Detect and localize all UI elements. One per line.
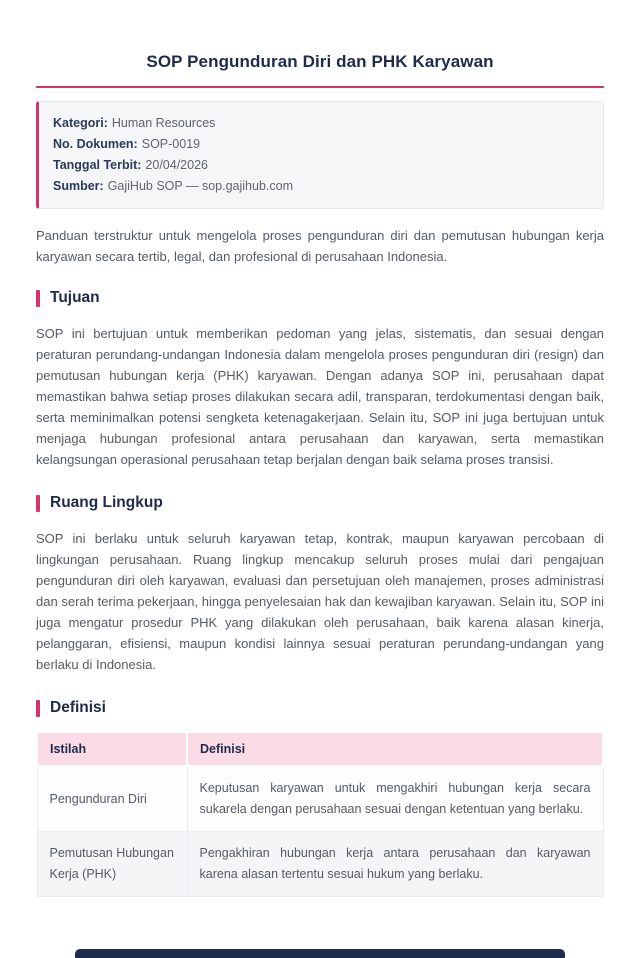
definition-cell: Pengakhiran hubungan kerja antara perusahaan dan karyawan karena alasan tertentu sesuai hukum yang berlaku.	[187, 832, 603, 897]
document-page	[0, 52, 640, 897]
meta-value: SOP-0019	[141, 137, 201, 151]
title-accent-rule	[36, 86, 604, 88]
section-accent-bar	[36, 700, 40, 717]
term-cell: Pemutusan Hubungan Kerja (PHK)	[37, 832, 187, 897]
section-title: Ruang Lingkup	[50, 494, 163, 511]
intro-paragraph: Panduan terstruktur untuk mengelola proses pengunduran diri dan pemutusan hubungan kerja karyawan secara tertib, legal, dan profesional di perusahaan Indonesia.	[36, 228, 604, 264]
section-accent-bar	[36, 290, 40, 307]
column-header-definisi: Definisi	[187, 732, 603, 766]
section-accent-bar	[36, 495, 40, 512]
meta-row-no-dokumen	[53, 134, 589, 155]
document-meta-box	[36, 101, 604, 209]
meta-row-sumber	[53, 176, 589, 197]
table-row	[37, 832, 603, 897]
page-title: SOP Pengunduran Diri dan PHK Karyawan	[146, 52, 494, 71]
meta-value: 20/04/2026	[145, 158, 208, 172]
definition-cell: Keputusan karyawan untuk mengakhiri hubungan kerja secara sukarela dengan perusahaan sesuai dengan ketentuan yang berlaku.	[187, 766, 603, 832]
meta-row-tanggal-terbit	[53, 155, 589, 176]
section-heading-tujuan	[36, 289, 604, 307]
term-cell: Pengunduran Diri	[37, 766, 187, 832]
table-row	[37, 766, 603, 832]
section-title: Definisi	[50, 699, 106, 716]
meta-value: Human Resources	[111, 116, 216, 130]
meta-label: Kategori:	[53, 116, 108, 130]
section-heading-ruang-lingkup	[36, 494, 604, 512]
section-title: Tujuan	[50, 289, 100, 306]
meta-label: No. Dokumen:	[53, 137, 138, 151]
meta-label: Tanggal Terbit:	[53, 158, 142, 172]
table-header-row	[37, 732, 603, 766]
section-heading-definisi	[36, 699, 604, 717]
meta-value: GajiHub SOP — sop.gajihub.com	[107, 179, 293, 193]
ruang-lingkup-paragraph: SOP ini berlaku untuk seluruh karyawan tetap, kontrak, maupun karyawan percobaan di lingkungan perusahaan. Ruang lingkup mencakup seluruh proses mulai dari pengajuan pengunduran diri oleh karyawan, evaluasi dan persetujuan oleh manajemen, proses administrasi dan serah terima pekerjaan, hingga penyelesaian hak dan kewajiban karyawan. Selain itu, SOP ini juga mengatur prosedur PHK yang dilakukan oleh perusahaan, baik karena alasan kinerja, pelanggaran, efisiensi, maupun kondisi lainnya sesuai peraturan perundang-undangan yang berlaku di Indonesia.	[36, 531, 604, 672]
meta-label: Sumber:	[53, 179, 104, 193]
tujuan-paragraph: SOP ini bertujuan untuk memberikan pedoman yang jelas, sistematis, dan sesuai dengan peraturan perundang-undangan Indonesia dalam mengelola proses pengunduran diri (resign) dan pemutusan hubungan kerja (PHK) karyawan. Dengan adanya SOP ini, perusahaan dapat memastikan bahwa setiap proses dilakukan secara adil, transparan, terdokumentasi dengan baik, serta meminimalkan potensi sengketa ketenagakerjaan. Selain itu, SOP ini juga bertujuan untuk menjaga hubungan profesional antara perusahaan dan karyawan, serta memastikan kelangsungan operasional perusahaan tetap berjalan dengan baik selama proses transisi.	[36, 326, 604, 467]
column-header-istilah: Istilah	[37, 732, 187, 766]
definisi-table	[36, 731, 604, 897]
bottom-bar	[75, 949, 565, 958]
meta-row-kategori	[53, 113, 589, 134]
